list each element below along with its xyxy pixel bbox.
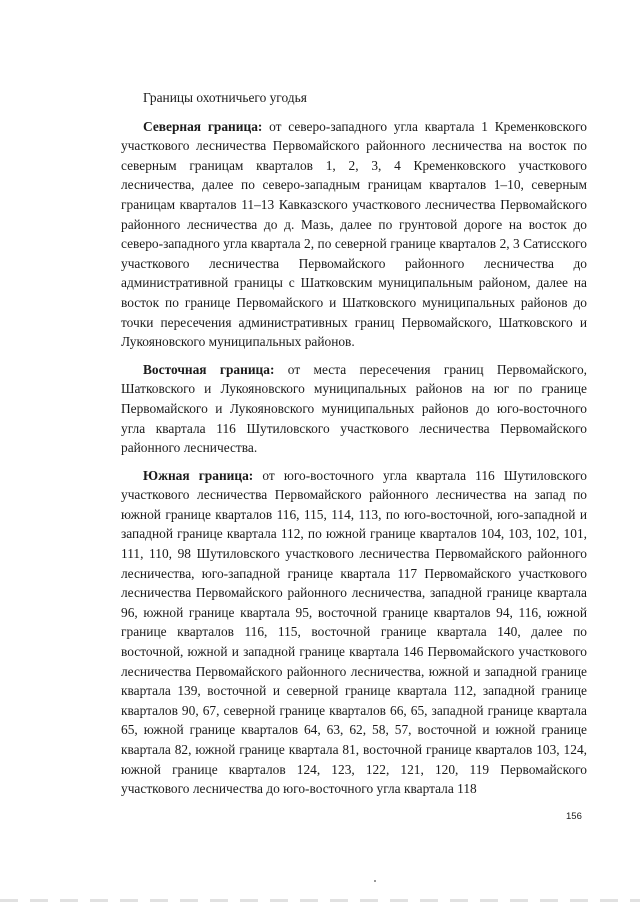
north-boundary-paragraph	[121, 117, 587, 352]
east-boundary-text: от места пересечения границ Первомайского, Шатковского и Лукояновского муниципальных районов на юг по границе Первомайского и Лукояновского муниципальных районов до юго-восточного угла квартала 116 Шутиловского участкового лесничества Первомайского районного лесничества.	[121, 361, 587, 456]
south-boundary-paragraph	[121, 466, 587, 799]
south-boundary-label: Южная граница:	[143, 467, 254, 483]
document-body	[121, 88, 587, 807]
south-boundary-text: от юго-восточного угла квартала 116 Шутиловского участкового лесничества Первомайского районного лесничества на запад по южной границе кварталов 116, 115, 114, 113, по юго-восточной, юго-западной и западной границе квартала 112, по южной границе кварталов 104, 103, 102, 101, 111, 110, 98 Шутиловского участкового лесничества Первомайского районного лесничества, юго-западной границе квартала 117 Первомайского участкового лесничества Первомайского районного лесничества, западной границе квартала 96, южной границе квартала 95, восточной границе кварталов 94, 116, южной границе кварталов 116, 115, восточной границе квартала 140, далее по восточной, южной и западной границе квартала 146 Первомайского участкового лесничества Первомайского районного лесничества, южной и западной границе квартала 139, восточной и северной границе квартала 112, западной границе кварталов 90, 67, северной границе кварталов 66, 65, западной границе квартала 65, южной границе кварталов 64, 63, 62, 58, 57, восточной и южной границе квартала 82, южной границе квартала 81, восточной границе кварталов 103, 124, южной границе кварталов 124, 123, 122, 121, 120, 119 Первомайского участкового лесничества до юго-восточного угла квартала 118	[121, 467, 587, 797]
document-heading: Границы охотничьего угодья	[143, 90, 307, 105]
scan-artifact-strip	[0, 899, 640, 902]
page-number: 156	[566, 811, 582, 822]
north-boundary-text: от северо-западного угла квартала 1 Кременковского участкового лесничества Первомайского районного лесничества на восток по северным границам кварталов 1, 2, 3, 4 Кременковского участкового лесничества, далее по северо-западным границам кварталов 1–10, северным границам кварталов 11–13 Кавказского участкового лесничества Первомайского районного лесничества до д. Мазь, далее по грунтовой дороге на восток до северо-западного угла квартала 2, по северной границе кварталов 2, 3 Сатисского участкового лесничества Первомайского районного лесничества до административной границы с Шатковским муниципальным районом, далее на восток по границе Первомайского и Шатковского муниципальных районов до точки пересечения административных границ Первомайского, Шатковского и Лукояновского муниципальных районов.	[121, 118, 587, 350]
north-boundary-label: Северная граница:	[143, 118, 263, 134]
east-boundary-label: Восточная граница:	[143, 361, 275, 377]
scan-speck	[374, 880, 376, 882]
east-boundary-paragraph	[121, 360, 587, 458]
